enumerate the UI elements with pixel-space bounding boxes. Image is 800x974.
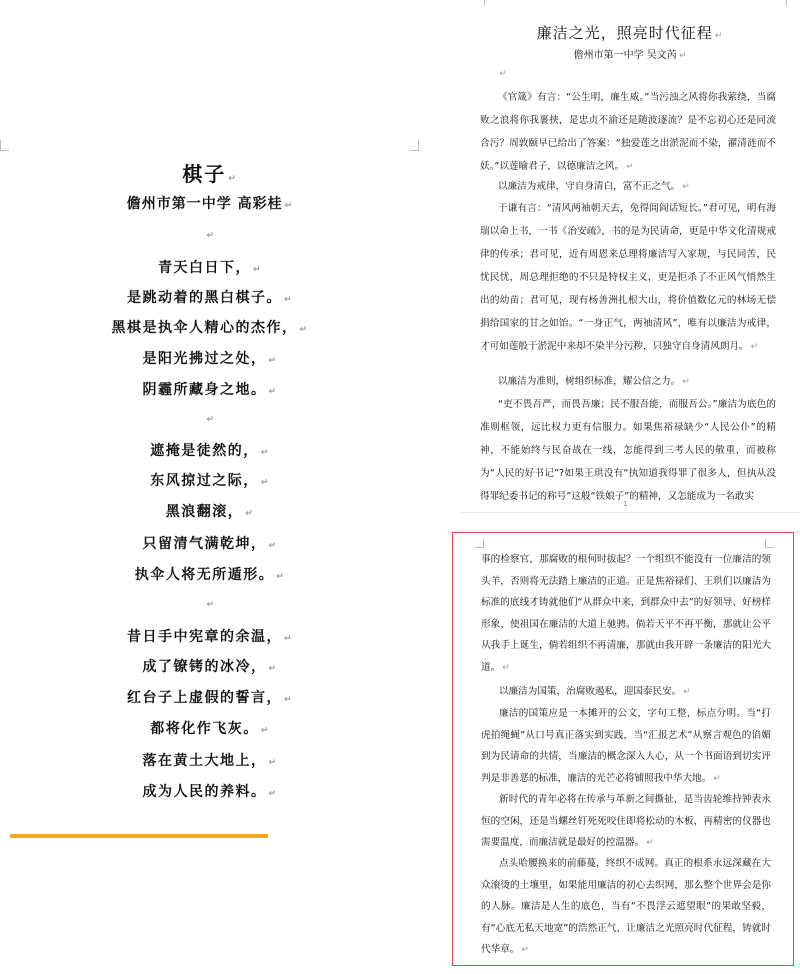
essay-paragraph: 点头哈腰换来的前藤蔓，终织不成网。真正的根系永远深藏在大众滚烫的土壤里，如果能用廉洁的初心去织网，那么整个世界会是你的人脉。廉洁是人生的底色，当有“不畏浮云遮望眼”的果敢坚毅，有“心底无私天地宽”的浩然正气，让廉洁之光照亮时代征程，铸就时代华章。 ↵ bbox=[481, 858, 771, 955]
poem-line: 是阳光拂过之处， ↵ bbox=[142, 351, 278, 367]
page-corner-mark bbox=[786, 0, 795, 6]
paragraph-mark-icon: ↵ bbox=[713, 773, 721, 784]
paragraph-mark-icon: ↵ bbox=[678, 51, 687, 61]
empty-line bbox=[0, 226, 420, 242]
poem-line: 是跳动着的黑白棋子。 ↵ bbox=[126, 290, 294, 306]
paragraph-mark-icon: ↵ bbox=[284, 201, 294, 211]
paragraph-mark-icon: ↵ bbox=[260, 478, 270, 488]
essay-title: 廉洁之光，照亮时代征程 ↵ bbox=[536, 24, 724, 42]
essay-subheading: 以廉洁为准则，树组织标准，耀公信之力。 ↵ bbox=[498, 376, 690, 387]
poem-line: 只留清气满乾坤， ↵ bbox=[142, 536, 278, 552]
essay-paragraph: 廉洁的国策应是一本摊开的公文，字句工整，标点分明。当“打虎拍绳蝇”从口号真正落实到实践，当“汇报艺术”从察言观色的谄媚到为民请命的共情，当廉洁的概念深入人心，从一个书面语到切实评判是非善恶的标准，廉洁的光芒必将铺照我中华大地。 ↵ bbox=[481, 708, 771, 784]
empty-line bbox=[0, 595, 420, 611]
poem-line: 都将化作飞灰。 ↵ bbox=[150, 721, 270, 737]
paragraph-mark-icon: ↵ bbox=[646, 838, 654, 848]
page-break-mark: 1 bbox=[623, 500, 628, 508]
paragraph-mark-icon: ↵ bbox=[283, 634, 294, 644]
essay-subheading: 以廉洁为国策，治腐败遏私，迎国泰民安。 ↵ bbox=[499, 686, 691, 697]
poem-line: 执伞人将无所遁形。 ↵ bbox=[134, 567, 286, 583]
page-corner-mark bbox=[0, 140, 9, 151]
paragraph-mark-icon: ↵ bbox=[714, 31, 724, 41]
paragraph-mark-icon: ↵ bbox=[268, 789, 278, 799]
paragraph-mark-icon: ↵ bbox=[682, 377, 690, 387]
paragraph-mark-icon: ↵ bbox=[276, 572, 286, 582]
paragraph-mark-icon: ↵ bbox=[521, 945, 529, 955]
poem-line: 青天白日下， ↵ bbox=[157, 260, 263, 276]
essay-page-top bbox=[460, 0, 800, 510]
paragraph-mark-icon: ↵ bbox=[268, 664, 278, 674]
paragraph-mark-icon: ↵ bbox=[228, 174, 238, 184]
poem-line: 成为人民的养料。 ↵ bbox=[142, 784, 278, 800]
poem-line: 黑棋是执伞人精心的杰作， ↵ bbox=[111, 320, 309, 336]
essay-paragraph: 于谦有言：“清风两袖朝天去，免得闾阎话短长。”君可见，明有海瑞以命上书，一书《治安疏》，书的是为民请命，更是中华文化清规戒律的传承；君可见，近有周恩来总理将廉洁写入家规，与民同苦，民忧民忧，周总理拒绝的不只是特权主义，更是拒杀了不正风气悄然生出的幼苗；君可见，现有杨善洲扎根大山，将价值数亿元的林场无偿捐给国家的甘之如饴。“一身正气，两袖清风”，唯有以廉洁为戒律，才可如莲般于淤泥中来却不染半分污秽，只独守自身清风朗月。 ↵ bbox=[480, 203, 776, 352]
poem-line: 成了镣铐的冰冷， ↵ bbox=[142, 659, 278, 675]
paragraph-mark-icon: ↵ bbox=[283, 695, 294, 705]
paragraph-mark-icon: ↵ bbox=[299, 325, 309, 335]
page-corner-mark bbox=[410, 140, 419, 151]
paragraph-mark-icon: ↵ bbox=[268, 356, 278, 366]
essay-paragraph: “吏不畏吾严，而畏吾廉；民不服吾能，而服吾公。”廉洁为底色的准则框领，远比权力更有信服力。如果焦裕禄缺少“人民公仆”的精神，不能始终与民奋战在一线，怎能得到三考人民的敬重，而被称为“人民的好书记”?如果王珙没有“执知道我得罪了很多人，但执从没得罪纪委书记的称号”这般“铁娘子”的精神，又怎能成为一名敢实 bbox=[480, 399, 776, 502]
poem-title: 棋子 ↵ bbox=[182, 162, 238, 186]
essay-paragraph: 新时代的青年必将在传承与革新之间撕扯，是当齿轮维持钟表永恒的空闲，还是当螺丝钉死死咬住即将松动的木板，再精密的仪器也需要温度，而廉洁就是最好的控温器。 ↵ bbox=[481, 794, 771, 848]
page-separator bbox=[460, 512, 800, 513]
paragraph-mark-icon: ↵ bbox=[750, 342, 759, 352]
essay-page-bottom bbox=[452, 532, 794, 966]
essay-subheading: 以廉洁为戒律，守自身清白，富不正之气。 ↵ bbox=[498, 181, 690, 192]
poem-line: 红台子上虚假的誓言， ↵ bbox=[126, 690, 294, 706]
paragraph-mark-icon: ↵ bbox=[206, 231, 216, 241]
page-corner-mark bbox=[475, 539, 484, 548]
poem-line: 东风掠过之际， ↵ bbox=[150, 473, 270, 489]
paragraph-mark-icon: ↵ bbox=[206, 600, 216, 610]
paragraph-mark-icon: ↵ bbox=[268, 387, 278, 397]
paragraph-mark-icon: ↵ bbox=[206, 415, 216, 425]
essay-paragraph: 《官箴》有言：“公生明，廉生威。”当污浊之风将你我萦绕，当腐败之浪将你我裹挟，是忠贞不渝还是随波逐流？是不忘初心还是同流合污？周敦颐早已给出了答案：“独爱莲之出淤泥而不染，濯清涟而不妖。”以莲喻君子，以德廉洁之风。 ↵ bbox=[480, 92, 776, 172]
poem-line: 遮掩是徒然的， ↵ bbox=[150, 443, 270, 459]
paragraph-mark-icon: ↵ bbox=[626, 162, 634, 172]
paragraph-mark-icon: ↵ bbox=[260, 448, 270, 458]
poem-line: 落在黄土大地上， ↵ bbox=[142, 753, 278, 769]
empty-line bbox=[0, 410, 420, 426]
paragraph-mark-icon: ↵ bbox=[268, 541, 278, 551]
page-corner-mark bbox=[476, 0, 485, 6]
poem-line: 阴霾所藏身之地。 ↵ bbox=[142, 382, 278, 398]
paragraph-mark-icon: ↵ bbox=[245, 509, 255, 519]
paragraph-mark-icon: ↵ bbox=[502, 662, 510, 673]
paragraph-mark-icon: ↵ bbox=[252, 265, 263, 275]
essay-author: 儋州市第一中学 吴文芮 ↵ bbox=[573, 50, 687, 61]
empty-line bbox=[332, 68, 672, 79]
paragraph-mark-icon: ↵ bbox=[499, 69, 507, 79]
poem-line: 昔日手中宪章的余温， ↵ bbox=[126, 629, 294, 645]
paragraph-mark-icon: ↵ bbox=[283, 295, 294, 305]
page-corner-mark bbox=[765, 539, 774, 548]
poem-author: 儋州市第一中学 高彩桂 ↵ bbox=[126, 196, 294, 212]
paragraph-mark-icon: ↵ bbox=[683, 687, 691, 697]
highlight-bar bbox=[10, 834, 268, 838]
paragraph-mark-icon: ↵ bbox=[260, 726, 270, 736]
poem-line: 黑浪翻滚， ↵ bbox=[165, 504, 255, 520]
paragraph-mark-icon: ↵ bbox=[682, 182, 690, 192]
paragraph-mark-icon: ↵ bbox=[268, 758, 278, 768]
essay-paragraph: 事的检察官，那腐败的根何时拔起？一个组织不能没有一位廉洁的领头羊，否则将无法踏上廉洁的正道。正是焦裕禄们、王珙们以廉洁为标准的底线才铸就他们“从群众中来，到群众中去”的好领导、好榜样形象，使祖国在廉洁的大道上驰骋。倘若天平不再平衡，那就让公平从我手上诞生，倘若组织不再清廉，那就由我开辟一条廉洁的阳光大道。 ↵ bbox=[481, 554, 771, 673]
